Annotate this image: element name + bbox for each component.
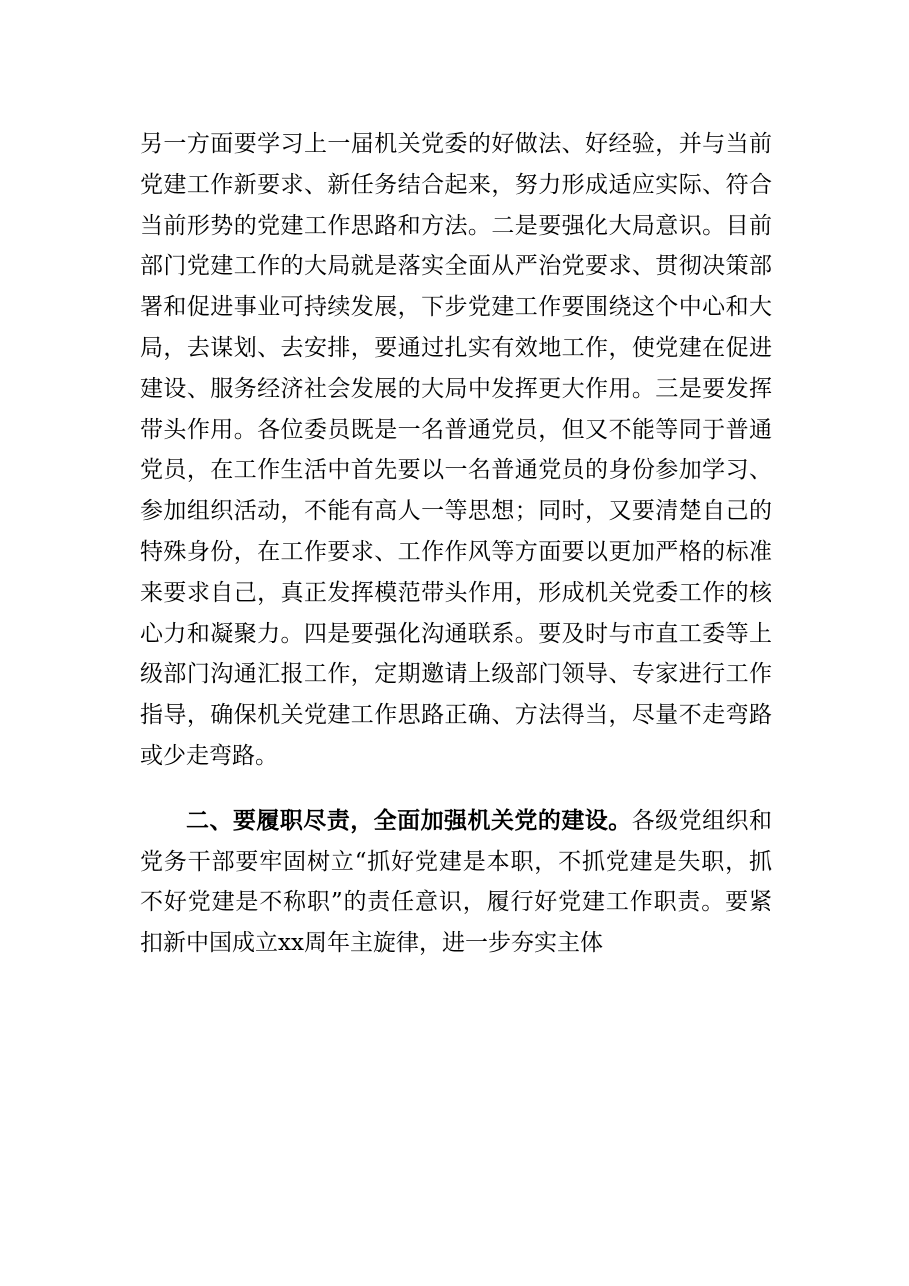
paragraph-continued: 另一方面要学习上一届机关党委的好做法、好经验，并与当前党建工作新要求、新任务结合起来，努力形成适应实际、符合当前形势的党建工作思路和方法。二是要强化大局意识。目前部门党建工作的大局就是落实全面从严治党要求、贯彻决策部署和促进事业可持续发展，下步党建工作要围绕这个中心和大局，去谋划、去安排，要通过扎实有效地工作，使党建在促进建设、服务经济社会发展的大局中发挥更大作用。三是要发挥带头作用。各位委员既是一名普通党员，但又不能等同于普通党员，在工作生活中首先要以一名普通党员的身份参加学习、参加组织活动，不能有高人一等思想；同时，又要清楚自己的特殊身份，在工作要求、工作作风等方面要以更加严格的标准来要求自己，真正发挥模范带头作用，形成机关党委工作的核心力和凝聚力。四是要强化沟通联系。要及时与市直工委等上级部门沟通汇报工作，定期邀请上级部门领导、专家进行工作指导，确保机关党建工作思路正确、方法得当，尽量不走弯路或少走弯路。 [140,131,772,769]
paragraph-section-two [140,801,772,964]
section-body-text: 各级党组织和党务干部要牢固树立“抓好党建是本职，不抓党建是失职，抓不好党建是不称职”的责任意识，履行好党建工作职责。要紧扣新中国成立xx周年主旋律，进一步夯实主体 [140,807,773,957]
section-heading: 二、要履职尽责，全面加强机关党的建设。 [186,806,632,834]
document-body [140,124,772,964]
